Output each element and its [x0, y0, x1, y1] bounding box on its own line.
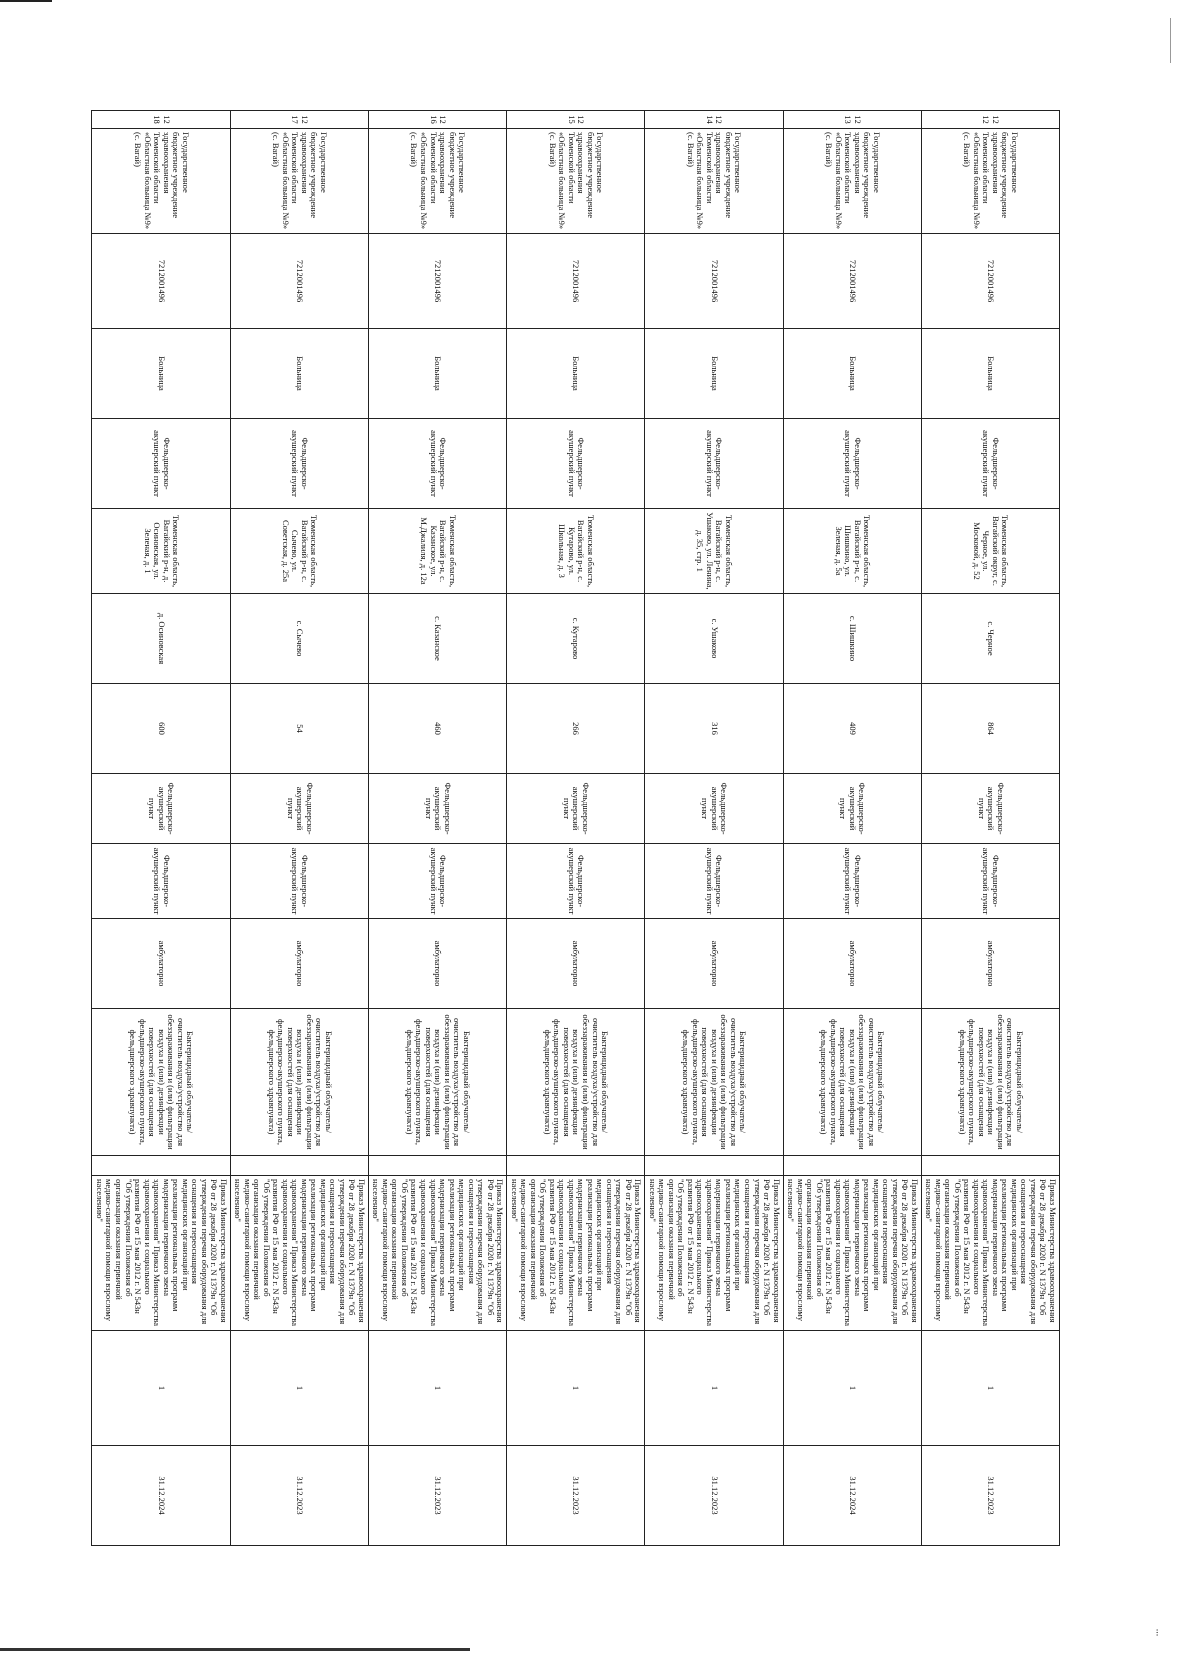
population-cell: 460 [368, 684, 506, 774]
address-cell: Тюменская область, Вагайский р-н, с. Ушаково, ул. Ленина, д. 35, стр. 1 [645, 509, 783, 594]
table-row [92, 111, 230, 1546]
quantity-cell: 1 [368, 1331, 506, 1446]
organization-name: Государственное бюджетное учреждение здравоохранения Тюменской области «Областная больница №9» (с. Вагай) [645, 129, 783, 234]
scan-edge-mark-right [1170, 18, 1171, 63]
care-form-cell: амбулаторно [645, 919, 783, 1009]
locality-cell: с. Ушаково [645, 594, 783, 684]
unit-cell: Фельдшерско-акушерский пункт [230, 844, 368, 919]
locality-cell: д. Осиновская [92, 594, 230, 684]
organization-name: Государственное бюджетное учреждение здравоохранения Тюменской области «Областная больница №9» (с. Вагай) [92, 129, 230, 234]
subdivision-type: Фельдшерско-акушерский пункт [368, 419, 506, 509]
deadline-cell: 31.12.2024 [92, 1446, 230, 1546]
organization-name: Государственное бюджетное учреждение здравоохранения Тюменской области «Областная больница №9» (с. Вагай) [921, 129, 1059, 234]
equipment-cell: Бактерицидный облучатель/очиститель воздуха/устройство для обеззараживания и (или) фильтрации воздуха и (или) дезинфекции поверхностей (для оснащения фельдшерско-акушерского пункта, фельдшерского здравпункта) [921, 1009, 1059, 1156]
empty-cell [507, 1156, 645, 1176]
care-form-cell: амбулаторно [921, 919, 1059, 1009]
facility-cell: Фельдшерско-акушерский пункт [921, 774, 1059, 844]
locality-cell: с. Черное [921, 594, 1059, 684]
subdivision-type: Фельдшерско-акушерский пункт [921, 419, 1059, 509]
inn-cell: 7212001496 [645, 234, 783, 329]
population-cell: 864 [921, 684, 1059, 774]
facility-cell: Фельдшерско-акушерский пункт [783, 774, 921, 844]
institution-type: Больница [368, 329, 506, 419]
unit-cell: Фельдшерско-акушерский пункт [92, 844, 230, 919]
organization-name: Государственное бюджетное учреждение здравоохранения Тюменской области «Областная больница №9» (с. Вагай) [783, 129, 921, 234]
care-form-cell: амбулаторно [368, 919, 506, 1009]
table-row [507, 111, 645, 1546]
empty-cell [92, 1156, 230, 1176]
table-row [783, 111, 921, 1546]
quantity-cell: 1 [645, 1331, 783, 1446]
address-cell: Тюменская область, Вагайский р-н, с. Сычево, ул. Советская, д. 25а [230, 509, 368, 594]
equipment-cell: Бактерицидный облучатель/очиститель воздуха/устройство для обеззараживания и (или) фильтрации воздуха и (или) дезинфекции поверхностей (для оснащения фельдшерско-акушерского пункта, фельдшерского здравпункта) [92, 1009, 230, 1156]
empty-cell [783, 1156, 921, 1176]
facility-cell: Фельдшерско-акушерский пункт [92, 774, 230, 844]
facility-cell: Фельдшерско-акушерский пункт [645, 774, 783, 844]
facility-cell: Фельдшерско-акушерский пункт [230, 774, 368, 844]
institution-type: Больница [507, 329, 645, 419]
equipment-cell: Бактерицидный облучатель/очиститель воздуха/устройство для обеззараживания и (или) фильтрации воздуха и (или) дезинфекции поверхностей (для оснащения фельдшерско-акушерского пункта, фельдшерского здравпункта) [368, 1009, 506, 1156]
unit-cell: Фельдшерско-акушерский пункт [645, 844, 783, 919]
table-row [921, 111, 1059, 1546]
quantity-cell: 1 [921, 1331, 1059, 1446]
inn-cell: 7212001496 [507, 234, 645, 329]
care-form-cell: амбулаторно [92, 919, 230, 1009]
deadline-cell: 31.12.2023 [368, 1446, 506, 1546]
empty-cell [921, 1156, 1059, 1176]
population-cell: 409 [783, 684, 921, 774]
organization-name: Государственное бюджетное учреждение здравоохранения Тюменской области «Областная больница №9» (с. Вагай) [507, 129, 645, 234]
care-form-cell: амбулаторно [230, 919, 368, 1009]
unit-cell: Фельдшерско-акушерский пункт [368, 844, 506, 919]
regulation-cell: Приказ Министерства здравоохранения РФ от 28 декабря 2020 г. N 1379н "Об утверждении перечня оборудования для оснащения и переоснащения медицинских организаций при реализации региональных программ модернизации первичного звена здравоохранения" Приказ Министерства здравоохранения и социального развития РФ от 15 мая 2012 г. N 543н "Об утверждении Положения об организации оказания первичной медико-санитарной помощи взрослому населению" [507, 1176, 645, 1331]
quantity-cell: 1 [230, 1331, 368, 1446]
subdivision-type: Фельдшерско-акушерский пункт [645, 419, 783, 509]
population-cell: 54 [230, 684, 368, 774]
deadline-cell: 31.12.2023 [230, 1446, 368, 1546]
regulation-cell: Приказ Министерства здравоохранения РФ от 28 декабря 2020 г. N 1379н "Об утверждении перечня оборудования для оснащения и переоснащения медицинских организаций при реализации региональных программ модернизации первичного звена здравоохранения" Приказ Министерства здравоохранения и социального развития РФ от 15 мая 2012 г. N 543н "Об утверждении Положения об организации оказания первичной медико-санитарной помощи взрослому населению" [230, 1176, 368, 1331]
subdivision-type: Фельдшерско-акушерский пункт [92, 419, 230, 509]
row-number: 1213 [783, 111, 921, 129]
organization-name: Государственное бюджетное учреждение здравоохранения Тюменской области «Областная больница №9» (с. Вагай) [368, 129, 506, 234]
population-cell: 316 [645, 684, 783, 774]
address-cell: Тюменская область, Вагайский р-н, с. Кутарово, ул. Школьная, д. 3 [507, 509, 645, 594]
regulation-cell: Приказ Министерства здравоохранения РФ от 28 декабря 2020 г. N 1379н "Об утверждении перечня оборудования для оснащения и переоснащения медицинских организаций при реализации региональных программ модернизации первичного звена здравоохранения" Приказ Министерства здравоохранения и социального развития РФ от 15 мая 2012 г. N 543н "Об утверждении Положения об организации оказания первичной медико-санитарной помощи взрослому населению" [783, 1176, 921, 1331]
address-cell: Тюменская область, Вагайский р-н, с. Казанское, ул. М.Джалиля, д. 12а [368, 509, 506, 594]
empty-cell [230, 1156, 368, 1176]
equipment-cell: Бактерицидный облучатель/очиститель воздуха/устройство для обеззараживания и (или) фильтрации воздуха и (или) дезинфекции поверхностей (для оснащения фельдшерско-акушерского пункта, фельдшерского здравпункта) [645, 1009, 783, 1156]
equipment-cell: Бактерицидный облучатель/очиститель воздуха/устройство для обеззараживания и (или) фильтрации воздуха и (или) дезинфекции поверхностей (для оснащения фельдшерско-акушерского пункта, фельдшерского здравпункта) [783, 1009, 921, 1156]
unit-cell: Фельдшерско-акушерский пункт [507, 844, 645, 919]
quantity-cell: 1 [507, 1331, 645, 1446]
quantity-cell: 1 [783, 1331, 921, 1446]
deadline-cell: 31.12.2023 [645, 1446, 783, 1546]
facility-cell: Фельдшерско-акушерский пункт [507, 774, 645, 844]
organization-name: Государственное бюджетное учреждение здравоохранения Тюменской области «Областная больница №9» (с. Вагай) [230, 129, 368, 234]
inn-cell: 7212001496 [230, 234, 368, 329]
quantity-cell: 1 [92, 1331, 230, 1446]
deadline-cell: 31.12.2023 [507, 1446, 645, 1546]
row-number: 1212 [921, 111, 1059, 129]
unit-cell: Фельдшерско-акушерский пункт [783, 844, 921, 919]
equipment-table [91, 110, 1060, 1546]
inn-cell: 7212001496 [921, 234, 1059, 329]
address-cell: Тюменская область, Вагайский округ, с. Черное, ул. Московой, д. 52 [921, 509, 1059, 594]
facility-cell: Фельдшерско-акушерский пункт [368, 774, 506, 844]
deadline-cell: 31.12.2023 [921, 1446, 1059, 1546]
regulation-cell: Приказ Министерства здравоохранения РФ от 28 декабря 2020 г. N 1379н "Об утверждении перечня оборудования для оснащения и переоснащения медицинских организаций при реализации региональных программ модернизации первичного звена здравоохранения" Приказ Министерства здравоохранения и социального развития РФ от 15 мая 2012 г. N 543н "Об утверждении Положения об организации оказания первичной медико-санитарной помощи взрослому населению" [645, 1176, 783, 1331]
subdivision-type: Фельдшерско-акушерский пункт [230, 419, 368, 509]
regulation-cell: Приказ Министерства здравоохранения РФ от 28 декабря 2020 г. N 1379н "Об утверждении перечня оборудования для оснащения и переоснащения медицинских организаций при реализации региональных программ модернизации первичного звена здравоохранения" Приказ Министерства здравоохранения и социального развития РФ от 15 мая 2012 г. N 543н "Об утверждении Положения об организации оказания первичной медико-санитарной помощи взрослому населению" [921, 1176, 1059, 1331]
institution-type: Больница [921, 329, 1059, 419]
regulation-cell: Приказ Министерства здравоохранения РФ от 28 декабря 2020 г. N 1379н "Об утверждении перечня оборудования для оснащения и переоснащения медицинских организаций при реализации региональных программ модернизации первичного звена здравоохранения" Приказ Министерства здравоохранения и социального развития РФ от 15 мая 2012 г. N 543н "Об утверждении Положения об организации оказания первичной медико-санитарной помощи взрослому населению" [92, 1176, 230, 1331]
table-row [368, 111, 506, 1546]
scan-edge-mark-top [0, 0, 52, 2]
institution-type: Больница [230, 329, 368, 419]
row-number: 1217 [230, 111, 368, 129]
care-form-cell: амбулаторно [783, 919, 921, 1009]
institution-type: Больница [783, 329, 921, 419]
inn-cell: 7212001496 [92, 234, 230, 329]
locality-cell: с. Кутарово [507, 594, 645, 684]
institution-type: Больница [645, 329, 783, 419]
inn-cell: 7212001496 [783, 234, 921, 329]
inn-cell: 7212001496 [368, 234, 506, 329]
row-number: 1218 [92, 111, 230, 129]
address-cell: Тюменская область, Вагайский р-н, с. Шишкино, ул. Зеленая, д. 5а [783, 509, 921, 594]
subdivision-type: Фельдшерско-акушерский пункт [783, 419, 921, 509]
address-cell: Тюменская область, Вагайский р-н, д. Осиновская, ул. Зеленая, д. 1 [92, 509, 230, 594]
row-number: 1216 [368, 111, 506, 129]
table-body [92, 111, 1060, 1546]
table-row [230, 111, 368, 1546]
empty-cell [368, 1156, 506, 1176]
unit-cell: Фельдшерско-акушерский пункт [921, 844, 1059, 919]
equipment-cell: Бактерицидный облучатель/очиститель воздуха/устройство для обеззараживания и (или) фильтрации воздуха и (или) дезинфекции поверхностей (для оснащения фельдшерско-акушерского пункта, фельдшерского здравпункта) [507, 1009, 645, 1156]
rotated-table-wrapper [94, 110, 1060, 1545]
row-number: 1214 [645, 111, 783, 129]
locality-cell: с. Сычево [230, 594, 368, 684]
regulation-cell: Приказ Министерства здравоохранения РФ от 28 декабря 2020 г. N 1379н "Об утверждении перечня оборудования для оснащения и переоснащения медицинских организаций при реализации региональных программ модернизации первичного звена здравоохранения" Приказ Министерства здравоохранения и социального развития РФ от 15 мая 2012 г. N 543н "Об утверждении Положения об организации оказания первичной медико-санитарной помощи взрослому населению" [368, 1176, 506, 1331]
institution-type: Больница [92, 329, 230, 419]
table-row [645, 111, 783, 1546]
equipment-cell: Бактерицидный облучатель/очиститель воздуха/устройство для обеззараживания и (или) фильтрации воздуха и (или) дезинфекции поверхностей (для оснащения фельдшерско-акушерского пункта, фельдшерского здравпункта) [230, 1009, 368, 1156]
population-cell: 266 [507, 684, 645, 774]
locality-cell: с. Шишкино [783, 594, 921, 684]
page-number: ... [1153, 1628, 1165, 1637]
empty-cell [645, 1156, 783, 1176]
scan-edge-mark-bottom [0, 1648, 470, 1651]
subdivision-type: Фельдшерско-акушерский пункт [507, 419, 645, 509]
deadline-cell: 31.12.2024 [783, 1446, 921, 1546]
population-cell: 600 [92, 684, 230, 774]
care-form-cell: амбулаторно [507, 919, 645, 1009]
locality-cell: с. Казанское [368, 594, 506, 684]
row-number: 1215 [507, 111, 645, 129]
